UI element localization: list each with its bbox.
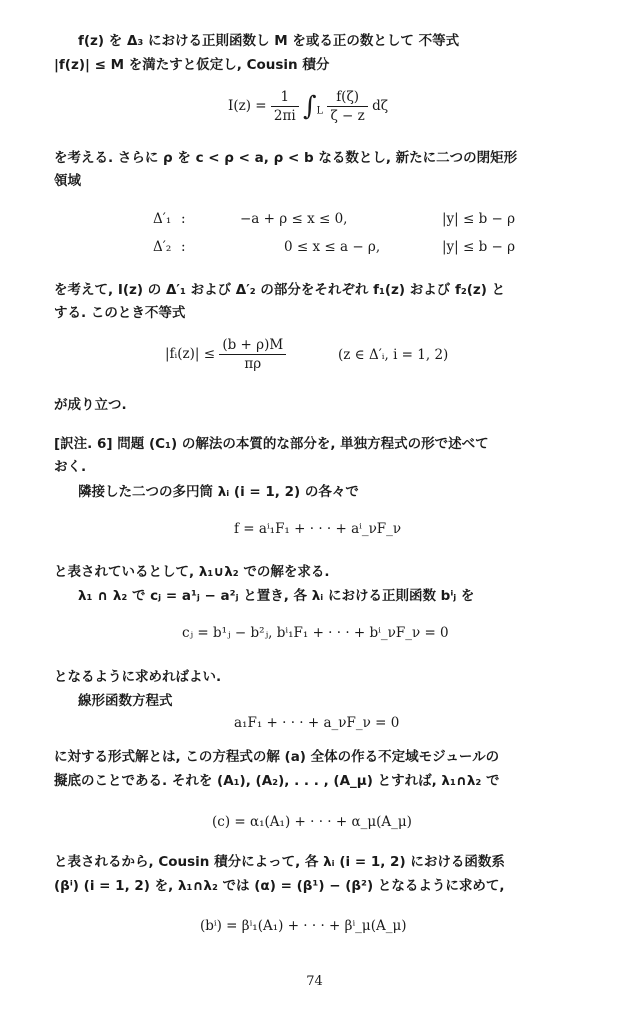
rect1-name: Δ′₁ [153,211,172,227]
paragraph-line: f(z) を Δ₃ における正則函数し M を或る正の数として 不等式 [78,33,460,49]
paragraph-line: おく. [54,459,87,475]
rect2-colon: : [181,239,186,255]
b-sum-equation: (bⁱ) = βⁱ₁(A₁) + · · · + βⁱ_μ(A_μ) [200,918,407,934]
paragraph-line: と表されるから, Cousin 積分によって, 各 λᵢ (i = 1, 2) における函数系 [54,854,505,870]
paragraph-line: となるように求めればよい. [54,669,222,685]
c-equation: cⱼ = b¹ⱼ − b²ⱼ, bⁱ₁F₁ + · · · + bⁱ_νF_ν = 0 [182,625,449,641]
paragraph-line: が成り立つ. [54,397,127,413]
paragraph-line: (βⁱ) (i = 1, 2) を, λ₁∩λ₂ では (α) = (β¹) − (β²) となるように求めて, [54,878,505,894]
paragraph-line: と表されているとして, λ₁∪λ₂ での解を求る. [54,564,330,580]
fraction [271,88,299,125]
fraction-numerator: 1 [271,88,299,107]
paragraph-line: |f(z)| ≤ M を満たすと仮定し, Cousin 積分 [54,57,330,73]
integral-sign: ∫ [302,91,317,122]
rect1-colon: : [181,211,186,227]
paragraph-line: 線形函数方程式 [78,693,173,709]
paragraph-line: する. このとき不等式 [54,305,186,321]
paragraph-line: を考える. さらに ρ を c < ρ < a, ρ < b なる数とし, 新たに二つの閉矩形 [54,150,518,166]
bound-inequality [165,336,286,373]
fraction-numerator: (b + ρ)M [219,336,286,355]
differential: dζ [372,98,389,114]
fraction [327,88,367,125]
fraction-denominator: 2πi [273,108,296,124]
equation-lhs: |fᵢ(z)| ≤ [165,346,216,362]
c-sum-equation: (c) = α₁(A₁) + · · · + α_μ(A_μ) [212,814,412,830]
linear-equation: a₁F₁ + · · · + a_νF_ν = 0 [234,715,400,731]
fraction-denominator: πρ [244,356,262,372]
paragraph-line: に対する形式解とは, この方程式の解 (a) 全体の作る不定域モジュールの [54,749,500,765]
page-number: 74 [306,974,323,989]
inequality-condition: (z ∈ Δ′ᵢ, i = 1, 2) [338,347,449,363]
paragraph-line: λ₁ ∩ λ₂ で cⱼ = a¹ⱼ − a²ⱼ と置き, 各 λᵢ における正則函数 bⁱⱼ を [78,588,475,604]
equation-lhs: I(z) = [228,98,267,114]
rect1-x-range: −a + ρ ≤ x ≤ 0, [240,211,348,227]
f-equation: f = aⁱ₁F₁ + · · · + aⁱ_νF_ν [234,521,402,537]
paragraph-line: 擬底のことである. それを (A₁), (A₂), . . . , (A_μ) とすれば, λ₁∩λ₂ で [54,773,500,789]
fraction-numerator: f(ζ) [327,88,367,107]
integral-path: L [316,105,324,117]
rect2-name: Δ′₂ [153,239,172,255]
fraction [219,336,286,373]
paragraph-line: を考えて, I(z) の Δ′₁ および Δ′₂ の部分をそれぞれ f₁(z) および f₂(z) と [54,282,506,298]
fraction-denominator: ζ − z [330,108,365,124]
rect1-y-range: |y| ≤ b − ρ [442,211,516,227]
paragraph-line: 隣接した二つの多円筒 λᵢ (i = 1, 2) の各々で [78,484,359,500]
rect2-y-range: |y| ≤ b − ρ [442,239,516,255]
paragraph-line: 領域 [54,173,81,189]
translator-note-heading: [訳注. 6] 問題 (C₁) の解法の本質的な部分を, 単独方程式の形で述べて [54,436,489,452]
cousin-integral-equation [228,88,388,125]
rect2-x-range: 0 ≤ x ≤ a − ρ, [284,239,381,255]
